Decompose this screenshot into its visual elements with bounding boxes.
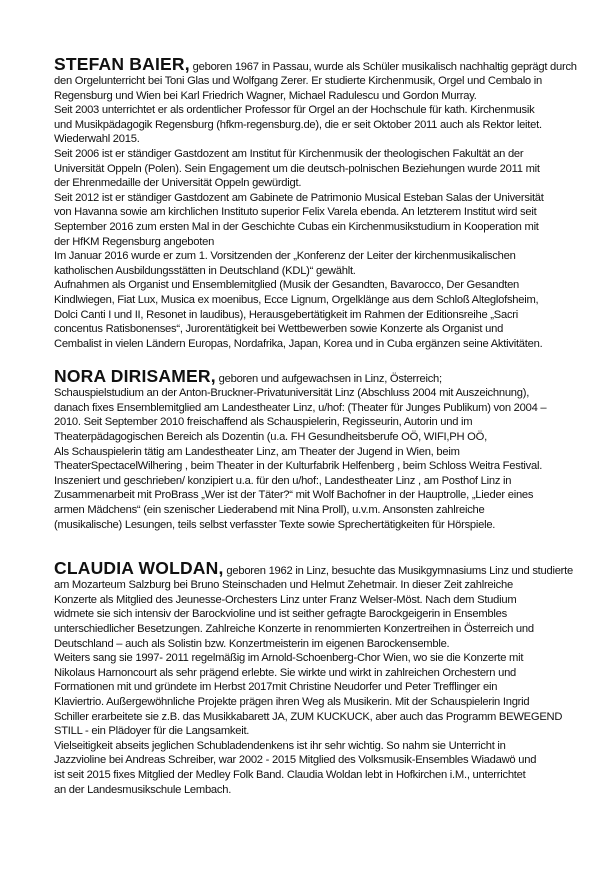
bio-line: concentus Ratisbonenses“, Jurorentätigkeit bei Wettbewerben sowie Konzerte als Organist und <box>54 323 504 336</box>
bio-line: Nikolaus Harnoncourt als sehr prägend erlebte. Sie wirkte und wirkt in zahlreichen Orchestern und <box>54 666 517 679</box>
bio-line: Im Januar 2016 wurde er zum 1. Vorsitzenden der „Konferenz der Leiter der kirchenmusikalischen <box>54 250 516 263</box>
bio-line: Inszeniert und geschrieben/ konzipiert u.a. für den u/hof:, Landestheater Linz , am Posthof Linz in <box>54 474 512 487</box>
bio-line: Weiters sang sie 1997- 2011 regelmäßig im Arnold-Schoenberg-Chor Wien, wo sie die Konzerte mit <box>54 652 524 665</box>
bio-line: Cembalist in vielen Ländern Europas, Nordafrika, Japan, Korea und in Cuba ergänzen seine Aktivitäten. <box>54 337 543 350</box>
bio-line: den Orgelunterricht bei Toni Glas und Wolfgang Zerer. Er studierte Kirchenmusik, Orgel und Cembalo in <box>54 75 542 87</box>
bio-line: Klaviertrio. Außergewöhnliche Projekte prägen ihren Weg als Musikerin. Mit der Schauspielerin Ingrid <box>54 695 530 708</box>
bio-line: unterschiedlicher Besetzungen. Zahlreiche Konzerte in renommierten Konzertreihen in Österreich und <box>54 623 534 635</box>
bio-line: armen Mädchens“ (ein szenischer Liederabend mit Nina Proll), u.v.m. Ansonsten zahlreiche <box>54 504 485 517</box>
bio-line: Seit 2003 unterrichtet er als ordentlicher Professor für Orgel an der Hochschule für kath. Kirchenmusik <box>54 104 535 117</box>
bio-line: Regensburg und Wien bei Karl Friedrich Wagner, Michael Radulescu und Gordon Murray. <box>54 89 477 102</box>
bio-line: (musikalische) Lesungen, teils selbst verfasster Texte sowie Sprechertätigkeiten für Hörspiele. <box>54 518 496 531</box>
bio-line: STILL - ein Plädoyer für die Langsamkeit. <box>54 725 250 738</box>
bio-line: Seit 2012 ist er ständiger Gastdozent am Gabinete de Patrimonio Musical Esteban Salas der Universität <box>54 191 544 204</box>
bio-name: NORA DIRISAMER, <box>54 366 216 387</box>
bio-first-line <box>54 559 599 578</box>
bio-line: Schauspielstudium an der Anton-Bruckner-Privatuniversität Linz (Abschluss 2004 mit Auszeichnung), <box>54 387 530 400</box>
bio-line: Aufnahmen als Organist und Ensemblemitglied (Musik der Gesandten, Bavarocco, Der Gesandten <box>54 279 520 292</box>
bio-line: danach fixes Ensemblemitglied am Landestheater Linz, u/hof: (Theater für Junges Publikum) von 2004 – <box>54 401 547 414</box>
bio-line: Kindlwiegen, Fiat Lux, Musica ex moenibus, Ecce Lignum, Orgelklänge aus dem Schloß Alteglofsheim, <box>54 293 539 306</box>
bio-name: STEFAN BAIER, <box>54 54 190 74</box>
bio-line: Zusammenarbeit mit ProBrass „Wer ist der Täter?“ mit Wolf Bachofner in der Hauptrolle, „Lieder eines <box>54 489 534 502</box>
bio-intro: geboren 1967 in Passau, wurde als Schüler musikalisch nachhaltig geprägt durch <box>189 61 577 73</box>
bio-line: Konzerte als Mitglied des Jeunesse-Orchesters Linz unter Franz Welser-Möst. Nach dem Studium <box>54 593 517 606</box>
bio-line: Formationen mit und gründete im Herbst 2017mit Christine Neudorfer und Peter Trefflinger ein <box>54 681 498 694</box>
bio-line: und Musikpädagogik Regensburg (hfkm-regensburg.de), die er seit Oktober 2011 auch als Rektor leitet. <box>54 118 542 131</box>
bio-line: an der Landesmusikschule Lembach. <box>54 783 232 796</box>
bio-name: CLAUDIA WOLDAN, <box>54 558 224 579</box>
bio-line: Seit 2006 ist er ständiger Gastdozent am Institut für Kirchenmusik der theologischen Fakultät an der <box>54 147 524 160</box>
bio-line: widmete sie sich intensiv der Barockvioline und ist seither gefragte Barockgeigerin in Ensembles <box>54 608 507 621</box>
bio-line: der Ehrenmedaille der Universität Oppeln gewürdigt. <box>54 177 302 190</box>
bio-line: katholischen Ausbildungsstätten in Deutschland (KDL)“ gewählt. <box>54 264 356 277</box>
bio-line: ist seit 2015 fixes Mitglied der Medley Folk Band. Claudia Woldan lebt in Hofkirchen i.M., unterrichtet <box>54 768 526 781</box>
bio-line: Deutschland – auch als Solistin bzw. Konzertmeisterin im eigenen Barockensemble. <box>54 637 450 650</box>
bio-intro: geboren und aufgewachsen in Linz, Österreich; <box>215 373 442 386</box>
bio-line: von Havanna sowie am kirchlichen Instituto superior Felix Varela ebenda. An letzterem Institut wird seit <box>54 206 537 219</box>
bio-first-line <box>54 55 599 74</box>
bio-line: Theaterpädagogischen Bereich als Dozentin (u.a. FH Gesundheitsberufe OÖ, WIFI,PH OÖ, <box>54 431 487 444</box>
bio-line: Universität Oppeln (Polen). Sein Engagement um die deutsch-polnischen Beziehungen wurde 2011 mit <box>54 162 540 175</box>
bio-stefan-baier <box>54 55 599 351</box>
bio-line: TheaterSpectacelWilhering , beim Theater in der Kulturfabrik Helfenberg , beim Schloss Weitra Festival. <box>54 460 543 473</box>
bio-intro: geboren 1962 in Linz, besuchte das Musikgymnasiums Linz und studierte <box>223 565 573 578</box>
bio-line: Wiederwahl 2015. <box>54 133 140 146</box>
bio-line: Schiller erarbeitete sie z.B. das Musikkabarett JA, ZUM KUCKUCK, aber auch das Programm BEWEGEND <box>54 710 563 723</box>
bio-line: Als Schauspielerin tätig am Landestheater Linz, am Theater der Jugend in Wien, beim <box>54 445 460 458</box>
bio-line: Jazzvioline bei Andreas Schreiber, war 2002 - 2015 Mitglied des Volksmusik-Ensembles Wiadawö und <box>54 754 537 767</box>
bio-line: Vielseitigkeit abseits jeglichen Schubladendenkens ist ihr sehr wichtig. So nahm sie Unterricht in <box>54 739 506 752</box>
document-page <box>54 55 599 797</box>
bio-claudia-woldan <box>54 559 599 797</box>
bio-line: der HfKM Regensburg angeboten <box>54 235 215 248</box>
bio-line: am Mozarteum Salzburg bei Bruno Steinschaden und Helmut Zehetmair. In dieser Zeit zahlreiche <box>54 579 513 592</box>
bio-line: Dolci Canti I und II, Resonet in laudibus), Herausgebertätigkeit im Rahmen der Editionsreihe „Sacri <box>54 308 519 321</box>
bio-first-line <box>54 367 599 386</box>
bio-nora-dirisamer <box>54 367 599 532</box>
bio-line: 2010. Seit September 2010 freischaffend als Schauspielerin, Regisseurin, Autorin und im <box>54 416 473 429</box>
bio-line: September 2016 zum ersten Mal in der Geschichte Cubas ein Kirchenmusikstudium in Kooperation mit <box>54 220 539 233</box>
